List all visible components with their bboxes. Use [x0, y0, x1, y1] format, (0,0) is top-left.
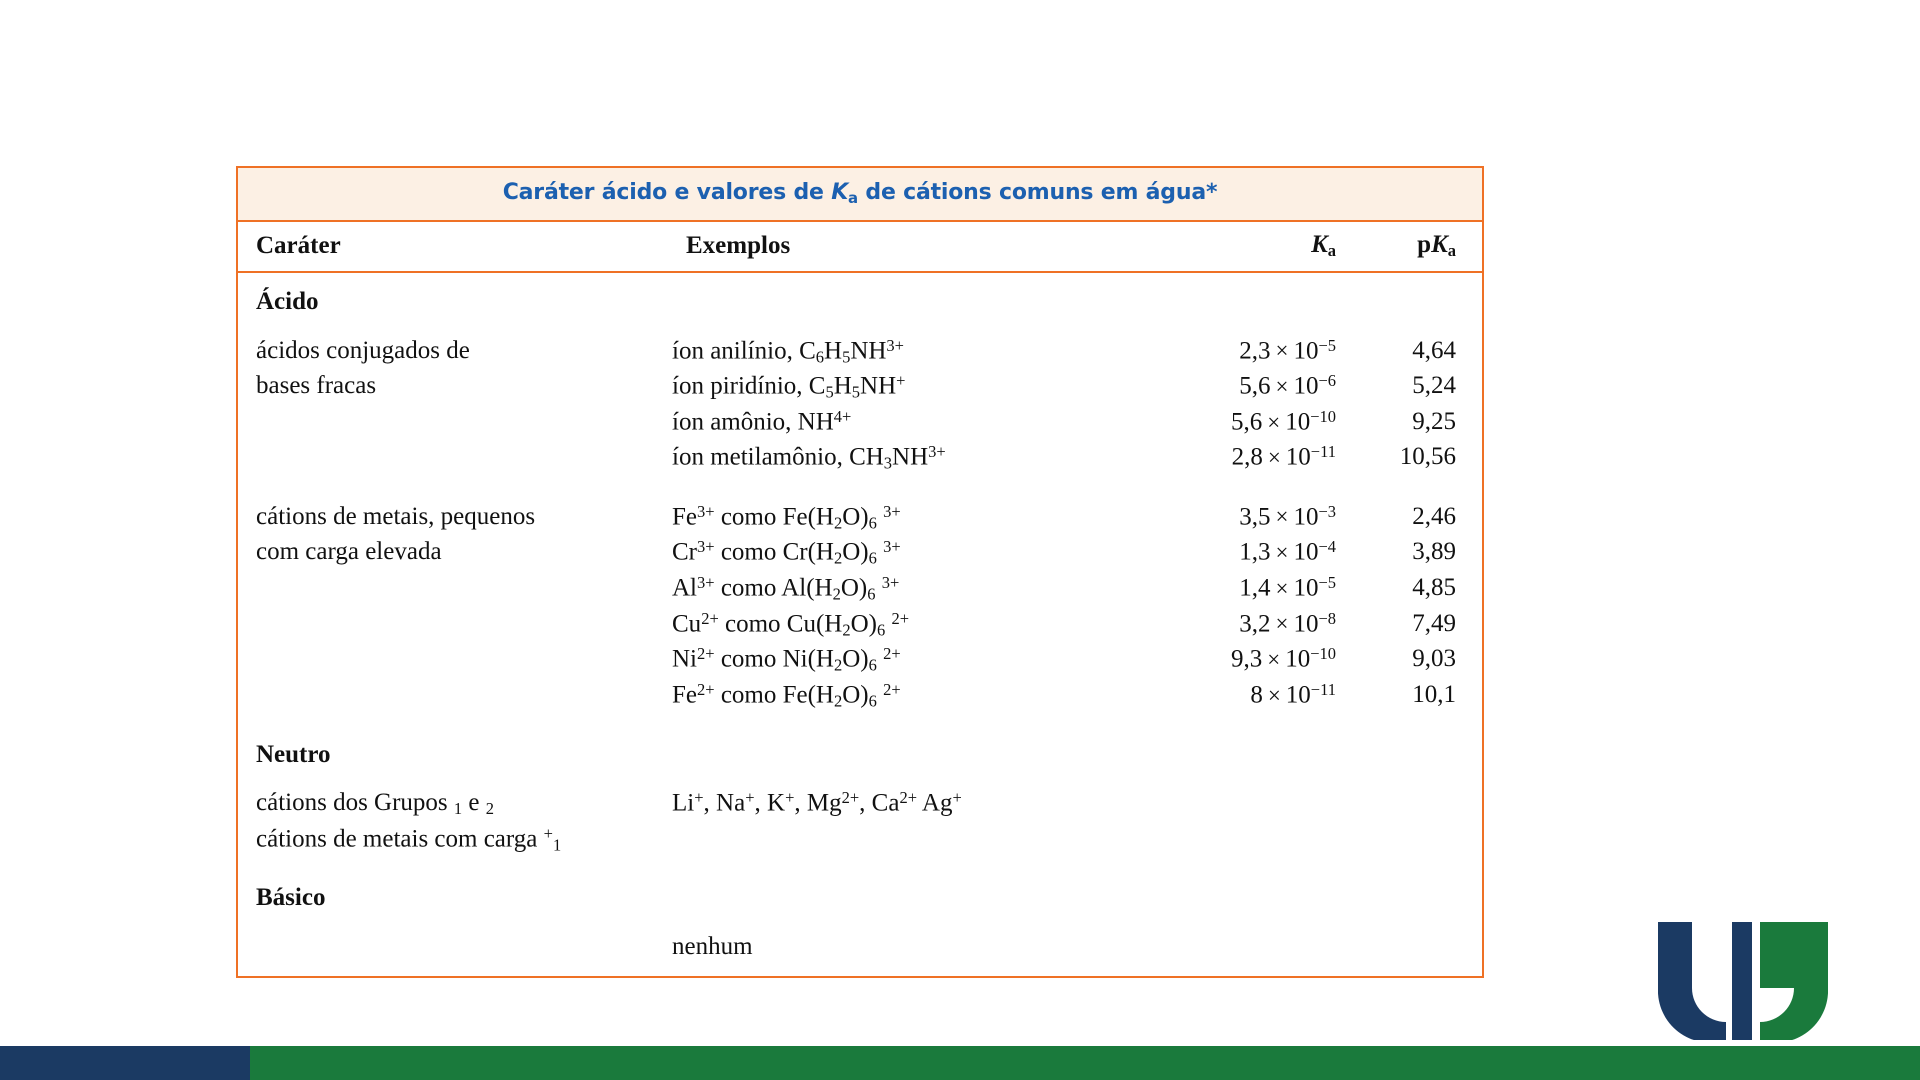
table-title	[502, 180, 1218, 208]
row-carater: cátions de metais, pequenos	[256, 502, 536, 530]
table-row	[238, 822, 1482, 870]
row-ka	[1158, 918, 1358, 977]
row-exemplo: íon metilamônio, $CH3NH^{3+}$	[672, 442, 946, 473]
table-row	[238, 369, 1482, 405]
table-row	[238, 535, 1482, 571]
row-pka	[1358, 774, 1482, 821]
column-header-carater: Caráter	[238, 222, 668, 272]
table-title-before: Caráter ácido e valores de	[502, 180, 832, 205]
pka-header-k: K	[1431, 231, 1448, 259]
row-pka: 9,03	[1412, 645, 1456, 673]
row-exemplo: íon piridínio, C5H5NH+	[672, 371, 906, 403]
row-pka: 4,64	[1412, 336, 1456, 364]
row-exemplo	[668, 822, 1158, 870]
row-carater: bases fracas	[256, 372, 377, 400]
footer-bar-green	[250, 1046, 1920, 1080]
row-pka: 7,49	[1412, 609, 1456, 637]
row-ka: $3,5 \times 10^{-3}$	[1239, 501, 1336, 531]
row-exemplo: $Cr^{3+}$ como Cr(H2O)6 $^{3+}$	[672, 537, 901, 568]
table-header-row	[238, 222, 1482, 272]
row-carater	[238, 405, 668, 440]
row-exemplo: $Fe^{3+}$ como Fe(H2O)6 $^{3+}$	[672, 501, 901, 533]
row-ka	[1158, 774, 1358, 821]
row-ka: $3,2 \times 10^{-8}$	[1239, 608, 1336, 638]
row-exemplo: Li+, Na+, K+, $Mg^{2+}$, $Ca^{2+}$ Ag+	[672, 788, 962, 817]
table-row	[238, 918, 1482, 977]
row-carater	[238, 678, 668, 726]
row-exemplo: $Cu^{2+}$ como Cu(H2O)6 $^{2+}$	[672, 608, 910, 640]
section-spacer	[668, 726, 1158, 775]
row-carater: cátions de metais com carga +1	[256, 823, 562, 855]
table-row	[238, 642, 1482, 678]
section-spacer	[668, 272, 1158, 322]
section-name: Ácido	[256, 288, 319, 316]
ka-header-k: K	[1311, 231, 1328, 259]
row-pka: 2,46	[1412, 502, 1456, 530]
cation-acidity-table	[236, 166, 1484, 978]
row-ka: $9,3 \times 10^{-10}$	[1230, 644, 1336, 673]
section-spacer-ka	[1158, 272, 1358, 322]
row-exemplo: $Al^{3+}$ como Al(H2O)6 $^{3+}$	[672, 573, 900, 604]
column-header-exemplos: Exemplos	[668, 222, 1158, 272]
row-carater	[238, 607, 668, 643]
row-carater	[238, 918, 668, 977]
row-carater: com carga elevada	[256, 538, 442, 566]
table-row	[238, 322, 1482, 370]
section-name: Neutro	[256, 740, 331, 768]
section-spacer-ka	[1158, 869, 1358, 918]
table-title-row	[238, 168, 1482, 222]
row-pka	[1358, 918, 1482, 977]
row-carater	[238, 642, 668, 678]
row-ka	[1158, 822, 1358, 870]
pka-header-p: p	[1417, 231, 1432, 259]
table-title-k-subscript: a	[848, 189, 858, 208]
row-pka: 10,1	[1412, 681, 1456, 709]
row-carater	[238, 571, 668, 607]
table-title-after: de cátions comuns em água*	[857, 180, 1218, 205]
column-header-ka	[1158, 222, 1358, 272]
table-row	[238, 440, 1482, 488]
unb-logo	[1658, 922, 1828, 1040]
section-header-row	[238, 726, 1482, 775]
row-ka: $8 \times 10^{-11}$	[1250, 680, 1336, 709]
pka-header-sub: a	[1447, 241, 1456, 261]
row-ka: $2,3 \times 10^{-5}$	[1239, 335, 1336, 365]
section-header-row	[238, 272, 1482, 322]
row-pka	[1358, 822, 1482, 870]
row-exemplo: nenhum	[672, 932, 753, 960]
row-ka: $1,4 \times 10^{-5}$	[1239, 573, 1336, 602]
table-body	[238, 272, 1482, 976]
row-pka: 9,25	[1412, 408, 1456, 436]
row-pka: 5,24	[1412, 372, 1456, 400]
section-spacer-pka	[1358, 869, 1482, 918]
table-row	[238, 774, 1482, 821]
row-ka: $1,3 \times 10^{-4}$	[1239, 537, 1336, 566]
table-row	[238, 678, 1482, 726]
row-carater: ácidos conjugados de	[256, 336, 470, 364]
section-spacer	[668, 869, 1158, 918]
row-exemplo: $Fe^{2+}$ como Fe(H2O)6 $^{2+}$	[672, 680, 901, 711]
row-exemplo: íon amônio, $NH^{4+}$	[672, 407, 852, 436]
ka-header-sub: a	[1327, 241, 1336, 261]
row-pka: 3,89	[1412, 538, 1456, 566]
section-spacer-pka	[1358, 726, 1482, 775]
table-row	[238, 405, 1482, 440]
section-spacer-ka	[1158, 726, 1358, 775]
row-pka: 4,85	[1412, 574, 1456, 602]
table-title-k-symbol: K	[831, 180, 849, 205]
footer-bar-blue	[0, 1046, 250, 1080]
section-name: Básico	[256, 884, 326, 912]
section-spacer-pka	[1358, 272, 1482, 322]
row-ka: $5,6 \times 10^{-10}$	[1230, 407, 1336, 436]
table-row	[238, 607, 1482, 643]
row-ka: $2,8 \times 10^{-11}$	[1231, 442, 1336, 471]
row-carater	[238, 440, 668, 488]
row-carater: cátions dos Grupos 1 e 2	[256, 789, 495, 819]
table-row	[238, 571, 1482, 607]
table-row	[238, 488, 1482, 536]
data-table	[238, 222, 1482, 976]
section-header-row	[238, 869, 1482, 918]
row-ka: $5,6 \times 10^{-6}$	[1239, 371, 1336, 400]
row-exemplo: íon anilínio, $C6H5NH^{3+}$	[672, 335, 904, 367]
column-header-pka	[1358, 222, 1482, 272]
row-pka: 10,56	[1399, 443, 1456, 471]
row-exemplo: $Ni^{2+}$ como Ni(H2O)6 $^{2+}$	[672, 644, 901, 675]
